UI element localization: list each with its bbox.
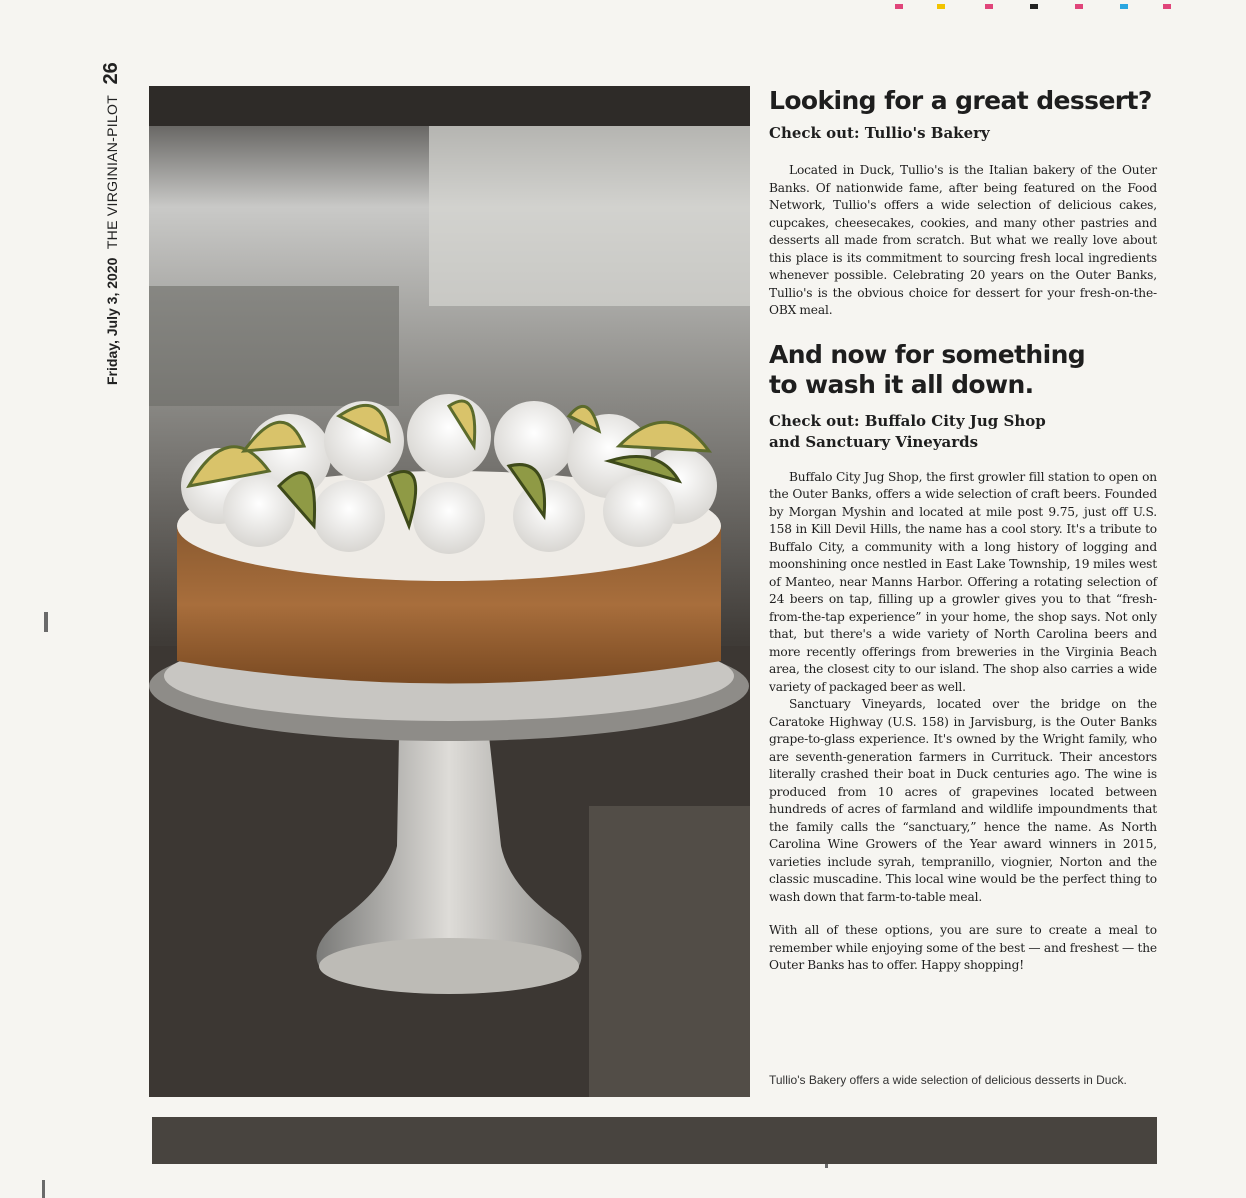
paragraph-closing: With all of these options, you are sure to create a meal to remember while enjoying some of the best — and freshest — the Outer Banks has to offer. Happy shopping! [769, 923, 1157, 972]
headline-drinks-line1: And now for something [769, 339, 1086, 369]
scan-edge-mark [42, 1180, 45, 1198]
printer-registration-marks [895, 4, 1185, 16]
kicker-tullios: Check out: Tullio's Bakery [769, 124, 990, 142]
folio-newspaper-name: THE VIRGINIAN-PILOT [104, 94, 120, 250]
paragraph-tullios: Located in Duck, Tullio's is the Italian bakery of the Outer Banks. Of nationwide fame, after being featured on the Food Network, Tullio's offers a wide selection of delicious cakes, cupcakes, cheesecakes, cookies, and many other pastries and desserts all made from scratch. But what we really love about this place is its commitment to sourcing fresh local ingredients whenever possible. Celebrating 20 years on the Outer Banks, Tullio's is the obvious choice for dessert for your fresh-on-the-OBX meal. [769, 163, 1157, 317]
paragraph-sanctuary: Sanctuary Vineyards, located over the bridge on the Caratoke Highway (U.S. 158) in Jarvisburg, is the Outer Banks grape-to-glass experience. It's owned by the Wright family, who are seventh-generation farmers in Currituck. Their ancestors literally crashed their boat in Duck centuries ago. The wine is produced from 10 acres of grapevines located between hundreds of acres of farmland and wildlife impoundments that the family calls the “sanctuary,” hence the name. As North Carolina Wine Growers of the Year award winners in 2015, varieties include syrah, tempranillo, viognier, Norton and the classic muscadine. This local wine would be the perfect thing to wash down that farm-to-table meal. [769, 697, 1157, 904]
photo-caption: Tullio's Bakery offers a wide selection of delicious desserts in Duck. [769, 1073, 1127, 1087]
scan-edge-mark [44, 612, 48, 632]
headline-dessert: Looking for a great dessert? [769, 86, 1152, 115]
kicker-jug-shop [769, 411, 1157, 453]
headline-drinks [769, 340, 1157, 400]
folio-date: Friday, July 3, 2020 [104, 257, 120, 385]
key-lime-cake-photo [149, 86, 750, 1097]
bottom-ad-bar [152, 1117, 1157, 1164]
article-column [769, 86, 1157, 975]
headline-drinks-line2: to wash it all down. [769, 369, 1034, 399]
folio-page-number: 26 [100, 62, 122, 85]
page-folio [100, 62, 123, 385]
paragraph-buffalo-city: Buffalo City Jug Shop, the first growler fill station to open on the Outer Banks, offers a wide selection of craft beers. Founded by Morgan Myshin and located at mile post 9.75, just off U.S. 158 in Kill Devil Hills, the name has a cool story. It's a tribute to Buffalo City, a community with a long history of logging and moonshining once nestled in East Lake Township, 19 miles west of Manteo, near Manns Harbor. Offering a rotating selection of 24 beers on tap, filling up a growler gives you to that “fresh-from-the-tap experience” in your home, the shop says. Not only that, but there's a wide variety of North Carolina beers and more recently offerings from breweries in the Virginia Beach area, the closest city to our island. The shop also carries a wide variety of packaged beer as well. [769, 469, 1157, 694]
kicker-jug-shop-line1: Check out: Buffalo City Jug Shop [769, 411, 1046, 430]
kicker-jug-shop-line2: and Sanctuary Vineyards [769, 432, 979, 451]
